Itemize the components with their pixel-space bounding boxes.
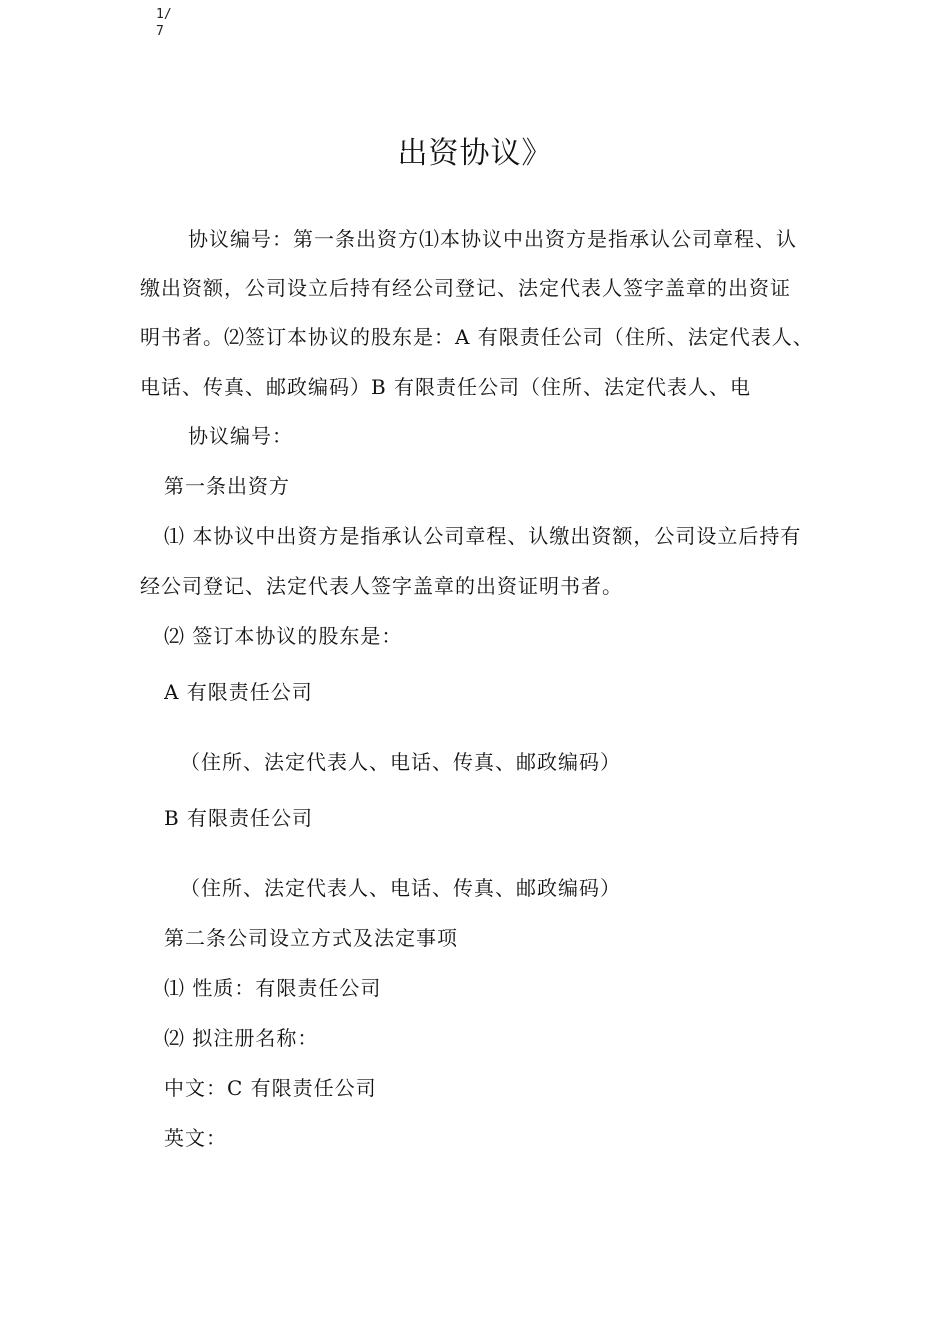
document-title: 出资协议》 [397,136,553,171]
clause-1-line-2: 经公司登记、法定代表人签字盖章的出资证明书者。 [140,574,623,598]
party-a: A 有限责任公司 [164,680,313,704]
party-b-details: （住所、法定代表人、电话、传真、邮政编码） [180,876,621,900]
clause-1-line-1: ⑴ 本协议中出资方是指承认公司章程、认缴出资额，公司设立后持有 [164,524,802,548]
page-number-current: 1/ [156,7,172,22]
article-2-heading: 第二条公司设立方式及法定事项 [164,926,458,950]
article-1-heading: 第一条出资方 [164,474,290,498]
summary-line-4: 电话、传真、邮政编码）B 有限责任公司（住所、法定代表人、电 [140,375,752,399]
agreement-number: 协议编号： [188,424,293,448]
summary-line-3: 明书者。⑵签订本协议的股东是：A 有限责任公司（住所、法定代表人、 [140,325,814,349]
party-b: B 有限责任公司 [164,806,314,830]
clause-2: ⑵ 签订本协议的股东是： [164,624,403,648]
proposed-name: ⑵ 拟注册名称： [164,1026,319,1050]
chinese-name: 中文：C 有限责任公司 [164,1076,377,1100]
english-name: 英文： [164,1126,227,1150]
summary-line-2: 缴出资额，公司设立后持有经公司登记、法定代表人签字盖章的出资证 [140,276,791,300]
summary-line-1: 协议编号：第一条出资方⑴本协议中出资方是指承认公司章程、认 [188,227,797,251]
company-nature: ⑴ 性质：有限责任公司 [164,976,382,1000]
page-number-total: 7 [156,24,164,39]
page-number [156,6,172,40]
party-a-details: （住所、法定代表人、电话、传真、邮政编码） [180,750,621,774]
